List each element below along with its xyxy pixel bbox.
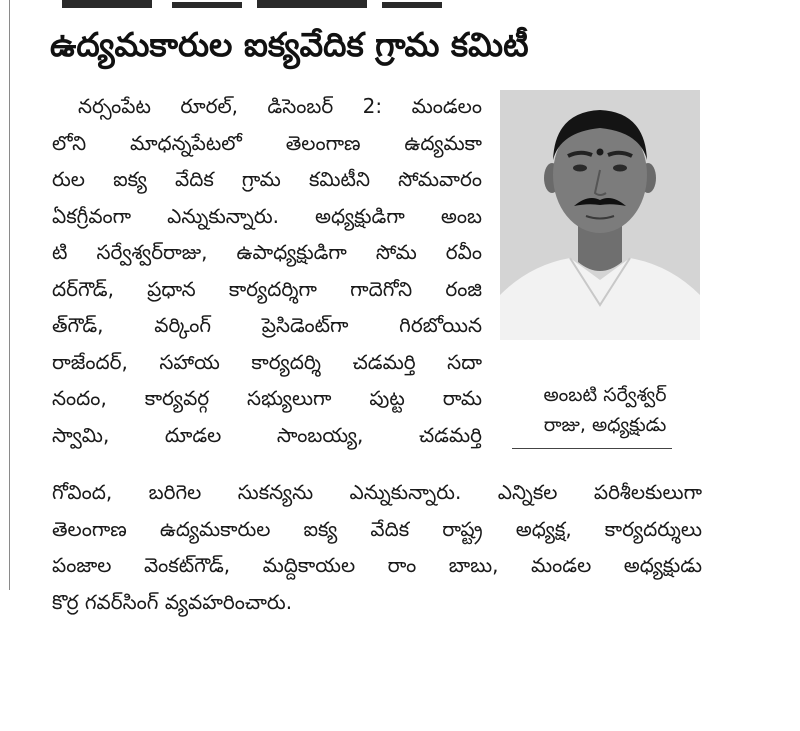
body-line: దర్‌గౌడ్, ప్రధాన కార్యదర్శిగా గాదెగోని రంజి (52, 276, 482, 301)
caption-line: రాజు, అధ్యక్షుడు (543, 414, 667, 436)
body-line: గోవింద, బరిగెల సుకన్యను ఎన్నుకున్నారు. ఎన్నికల పరిశీలకులుగా (52, 480, 702, 504)
body-line: నర్సంపేట రూరల్, డిసెంబర్ 2: మండలం (78, 94, 482, 118)
article-headline: ఉద్యమకారుల ఐక్యవేదిక గ్రామ కమిటీ (50, 25, 529, 64)
caption-underline (512, 448, 672, 449)
cropped-text-shape (52, 0, 692, 8)
body-line: నందం, కార్యవర్గ సభ్యులుగా పుట్ట రామ (52, 386, 482, 410)
body-line: రాజేందర్, సహాయ కార్యదర్శి చడమర్తి సదా (52, 349, 482, 374)
body-line: రుల ఐక్య వేదిక గ్రామ కమిటీని సోమవారం (52, 167, 482, 191)
article-body-narrow (52, 88, 482, 453)
body-line: త్‌గౌడ్, వర్కింగ్ ప్రెసిడెంట్‌గా గిరబోయిన (52, 313, 482, 337)
column-divider (9, 0, 10, 590)
body-line: స్వామి, దూడల సాంబయ్య, చడమర్తి (52, 422, 482, 447)
caption-line: అంబటి సర్వేశ్వర్ (543, 384, 667, 406)
body-line: టి సర్వేశ్వర్‌రాజు, ఉపాధ్యక్షుడిగా సోమ రవీం (52, 240, 482, 264)
article-body-wide (52, 474, 702, 620)
portrait-illustration (500, 90, 700, 340)
body-line: లోని మాధన్నపేటలో తెలంగాణ ఉద్యమకా (52, 130, 482, 155)
portrait-photo (500, 90, 700, 340)
body-line: తెలంగాణ ఉద్యమకారుల ఐక్య వేదిక రాష్ట్ర అధ్యక్ష, కార్యదర్శులు (52, 516, 702, 541)
body-line: పంజాల వెంకట్‌గౌడ్, మద్దికాయల రాం బాబు, మండల అధ్యక్షుడు (52, 553, 702, 577)
photo-caption (505, 380, 705, 440)
cropped-previous-headline (52, 0, 692, 8)
body-line: ఏకగ్రీవంగా ఎన్నుకున్నారు. అధ్యక్షుడిగా అంబ (52, 203, 482, 228)
body-line: కొర్ర గవర్‌సింగ్ వ్యవహరించారు. (52, 589, 293, 614)
